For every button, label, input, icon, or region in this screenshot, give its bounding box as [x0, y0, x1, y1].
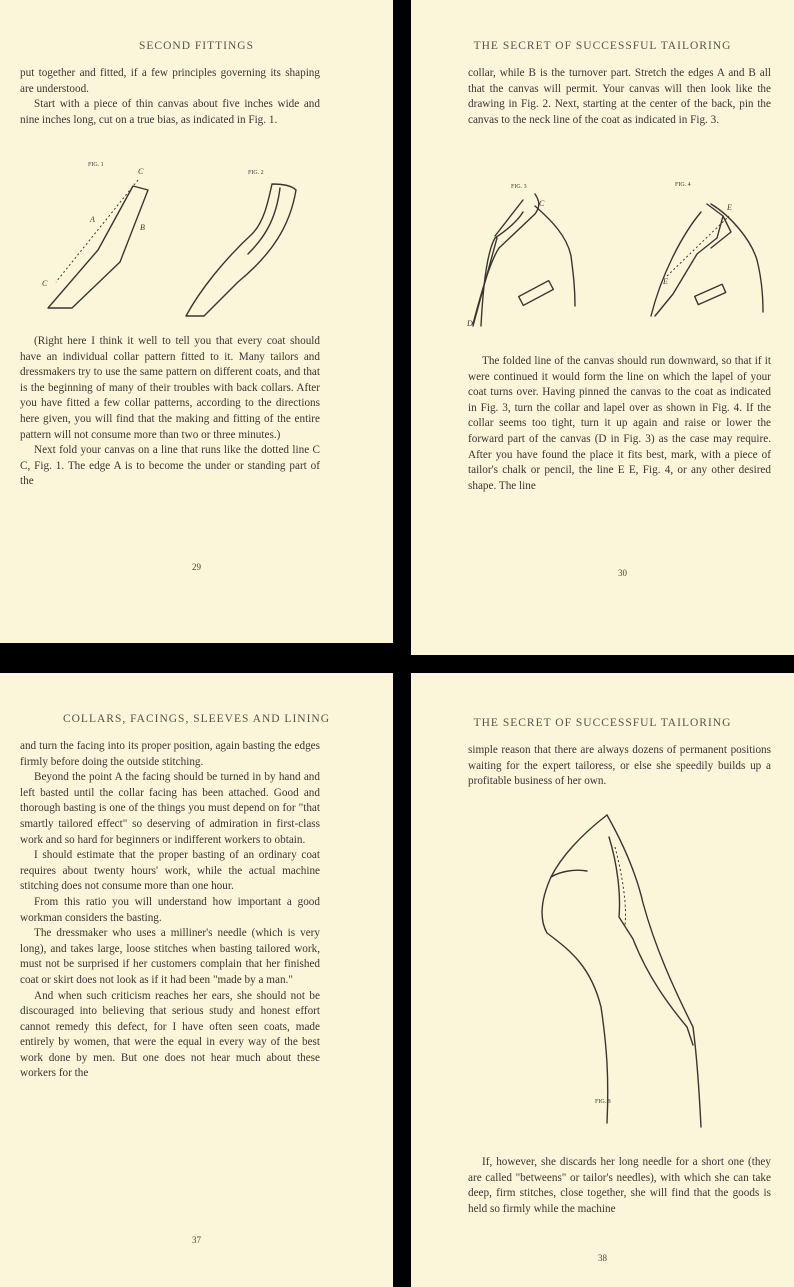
- paragraph: put together and fitted, if a few principles governing its shaping are understood.: [20, 67, 320, 95]
- text-block-bottom: [20, 334, 320, 490]
- paragraph: collar, while B is the turnover part. Stretch the edges A and B all that the canvas will permit. Your canvas will then look like the drawing in Fig. 2. Next, starting at the center of the back, pin the canvas to the neck line of the coat as indicated in Fig. 3.: [468, 67, 771, 126]
- coat-outline-fig4: [651, 204, 763, 316]
- text-block: [20, 739, 320, 1082]
- pocket-fig3: [519, 281, 554, 306]
- figure-2-caption: FIG. 2: [248, 170, 264, 176]
- figure-3-caption: FIG. 3: [511, 184, 527, 190]
- label-e-bottom: E: [663, 277, 668, 286]
- running-header: THE SECRET OF SUCCESSFUL TAILORING: [473, 40, 732, 52]
- label-a: A: [90, 215, 95, 224]
- figure-4-caption: FIG. 4: [675, 182, 691, 188]
- paragraph: Next fold your canvas on a line that runs like the dotted line C C, Fig. 1. The edge A is to become the under or standing part of the: [20, 444, 320, 488]
- running-header: SECOND FITTINGS: [139, 40, 254, 52]
- label-d: D: [467, 319, 473, 328]
- label-c-bottom: C: [42, 279, 48, 288]
- paragraph: The folded line of the canvas should run downward, so that if it were continued it would form the line on which the lapel of your coat turns over. Having pinned the canvas to the coat as indicated in Fig. 3, turn the collar and lapel over as shown in Fig. 4. If the collar seems too tight, turn it up again and raise or lower the forward part of the canvas (D in Fig. 3) as the case may require. After you have found the place it fits best, mark, with a piece of tailor's chalk or pencil, the line E E, Fig. 4, or any other desired shape. The line: [468, 355, 771, 492]
- label-e-top: E: [727, 203, 732, 212]
- text-block-bottom: [468, 354, 771, 494]
- paragraph: Start with a piece of thin canvas about five inches wide and nine inches long, cut on a true bias, as indicated in Fig. 1.: [20, 98, 320, 126]
- paragraph: The dressmaker who uses a milliner's needle (which is very long), and takes large, loose stitches when basting tailored work, must not be surprised if her customers complain that her finished coat or skirt does not look as if it had been "made by a man.": [20, 927, 320, 986]
- paragraph: I should estimate that the proper basting of an ordinary coat requires about twenty hours' work, while the actual machine stitching does not consume more than one hour.: [20, 849, 320, 893]
- figure-1-caption: FIG. 1: [88, 162, 104, 168]
- label-b: B: [140, 223, 145, 232]
- canvas-piece-fig2: [186, 184, 296, 316]
- sleeve-outline: [542, 815, 608, 1123]
- paragraph: Beyond the point A the facing should be turned in by hand and left basted until the collar facing has been attached. Good and thorough basting is one of the things you must depend on for "that smartly tailored effect" so deserving of admiration in first-class work and so hard for beginners or indifferent workers to obtain.: [20, 771, 320, 846]
- lapel-outline: [609, 837, 693, 1045]
- shoulder-curve: [551, 870, 587, 877]
- canvas-piece-fig1: [48, 186, 148, 308]
- book-page-30: [411, 0, 794, 655]
- stitch-line: [615, 847, 626, 925]
- book-page-37: [0, 673, 393, 1287]
- figure-1-and-2-diagram: [0, 150, 393, 350]
- text-block-bottom: [468, 1155, 771, 1217]
- paragraph: If, however, she discards her long needle for a short one (they are called "betweens" or tailor's needles), with which she can take deep, firm stitches, close together, she will find that the goods is held so firmly while the machine: [468, 1156, 771, 1215]
- fold-curve-fig2: [248, 188, 280, 254]
- paragraph: simple reason that there are always dozens of permanent positions waiting for the expert tailoress, or else she speedily builds up a profitable business of her own.: [468, 744, 771, 788]
- label-c-top: C: [138, 167, 144, 176]
- running-header: THE SECRET OF SUCCESSFUL TAILORING: [473, 717, 732, 729]
- coat-front-outline: [607, 815, 701, 1127]
- figure-3-and-4-diagram: [411, 176, 794, 336]
- line-ee: [667, 216, 729, 276]
- figure-8-caption: FIG. 8: [595, 1099, 611, 1105]
- page-number: 38: [598, 1253, 607, 1263]
- fold-line-cc: [56, 180, 138, 282]
- label-c-fig3: C: [539, 199, 545, 208]
- page-number: 29: [192, 562, 201, 572]
- paragraph: (Right here I think it well to tell you that every coat should have an individual collar pattern fitted to it. Many tailors and dressmakers try to use the same pattern on different coats, and that is the beginning of many of their troubles with back collars. After you have fitted a few collar patterns, according to the directions here given, you will find that the making and fitting of the entire pattern will not consume more than two or three minutes.): [20, 335, 320, 441]
- book-page-29: [0, 0, 393, 643]
- running-header: COLLARS, FACINGS, SLEEVES AND LINING: [62, 713, 331, 725]
- pocket-fig4: [695, 284, 726, 304]
- paragraph: From this ratio you will understand how important a good workman considers the basting.: [20, 895, 320, 924]
- page-number: 37: [192, 1235, 201, 1245]
- paragraph: and turn the facing into its proper position, again basting the edges firmly before doing the outside stitching.: [20, 740, 320, 768]
- paragraph: And when such criticism reaches her ears, she should not be discouraged into believing that serious study and honest effort cannot remedy this defect, for I have often seen coats, made entirely by women, that were the equal in every way of the best work done by men. But one does not hear much about these workers for the: [20, 989, 320, 1080]
- page-number: 30: [618, 568, 627, 578]
- figure-8-diagram: [411, 807, 794, 1147]
- text-block-top: [20, 66, 320, 128]
- lapel-fig4: [655, 204, 731, 316]
- text-block-top: [468, 66, 771, 128]
- book-page-38: [411, 673, 794, 1287]
- text-block-top: [468, 743, 771, 790]
